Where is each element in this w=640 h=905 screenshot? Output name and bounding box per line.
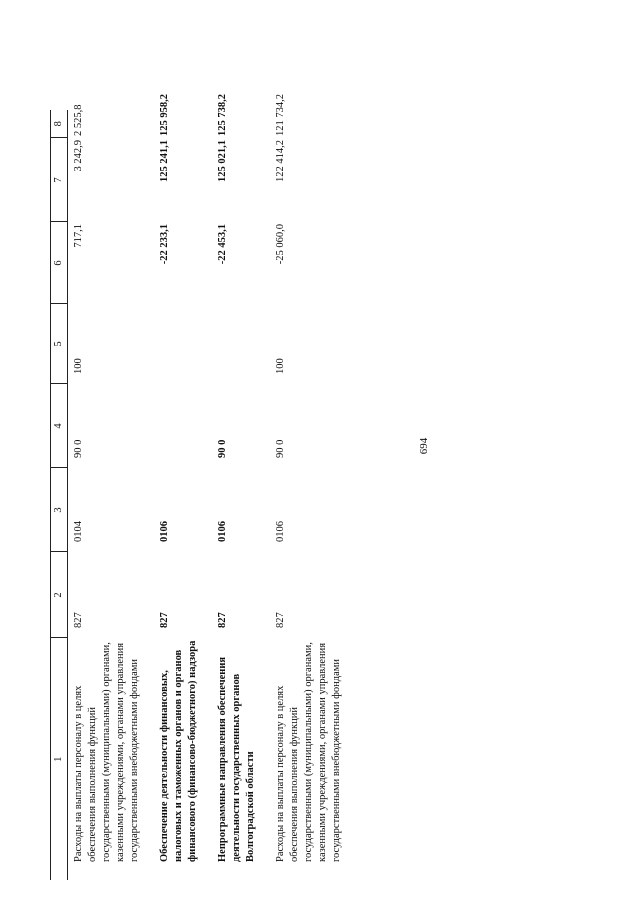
- cell-col-3: 0104: [73, 521, 84, 542]
- cell-col-2: 827: [217, 612, 228, 628]
- table-row: [270, 110, 356, 880]
- cell-col-3: 0106: [217, 521, 228, 542]
- row-name: Расходы на выплаты персоналу в целях обеспечения выполнения функций государственными (муниципальными) органами, казенными учреждениями, органами управления государственными внебюджетными фондами: [275, 642, 342, 862]
- table-row: [154, 110, 212, 880]
- cell-col-8: 125 958,2: [159, 94, 170, 136]
- budget-table: [50, 94, 356, 880]
- table-row: [68, 110, 155, 880]
- cell-col-5: [154, 304, 212, 384]
- column-header: 5: [51, 304, 68, 384]
- cell-col-2: 827: [275, 612, 286, 628]
- column-header: 3: [51, 468, 68, 552]
- cell-col-7: 125 241,1: [159, 140, 170, 182]
- cell-col-7: 3 242,9: [73, 140, 84, 172]
- cell-col-7: 122 414,2: [275, 140, 286, 182]
- cell-col-4: 90 0: [73, 439, 84, 458]
- cell-col-3: 0106: [275, 521, 286, 542]
- cell-col-5: 100: [73, 358, 84, 374]
- cell-col-6: 717,1: [73, 224, 84, 248]
- cell-col-4: 90 0: [217, 439, 228, 458]
- rotated-table-container: [50, 94, 550, 880]
- row-name: Расходы на выплаты персоналу в целях обеспечения выполнения функций государственными (муниципальными) органами, казенными учреждениями, органами управления государственными внебюджетными фондами: [73, 642, 140, 862]
- column-header: 8: [51, 110, 68, 138]
- table-header-row: [51, 110, 68, 880]
- cell-col-6: -22 453,1: [217, 224, 228, 265]
- cell-col-8: 125 738,2: [217, 94, 228, 136]
- cell-col-2: 827: [159, 612, 170, 628]
- cell-col-6: -25 060,0: [275, 224, 286, 265]
- table-row: [212, 110, 270, 880]
- cell-col-7: 125 021,1: [217, 140, 228, 182]
- column-header: 7: [51, 138, 68, 222]
- page-number: 694: [418, 437, 430, 455]
- cell-col-4: [154, 384, 212, 468]
- cell-col-5: 100: [275, 358, 286, 374]
- cell-col-6: -22 233,1: [159, 224, 170, 265]
- column-header: 1: [51, 638, 68, 880]
- cell-col-8: 121 734,2: [275, 94, 286, 136]
- row-name: Обеспечение деятельности финансовых, налоговых и таможенных органов и органов финансового (финансово-бюджетного) надзора: [159, 640, 198, 862]
- column-header: 4: [51, 384, 68, 468]
- row-name: Непрограммные направления обеспечения деятельности государственных органов Волгоградской области: [217, 656, 256, 862]
- cell-col-4: 90 0: [275, 439, 286, 458]
- column-header: 6: [51, 222, 68, 304]
- cell-col-8: 2 525,8: [73, 104, 84, 136]
- column-header: 2: [51, 552, 68, 638]
- cell-col-5: [212, 304, 270, 384]
- cell-col-3: 0106: [159, 521, 170, 542]
- cell-col-2: 827: [73, 612, 84, 628]
